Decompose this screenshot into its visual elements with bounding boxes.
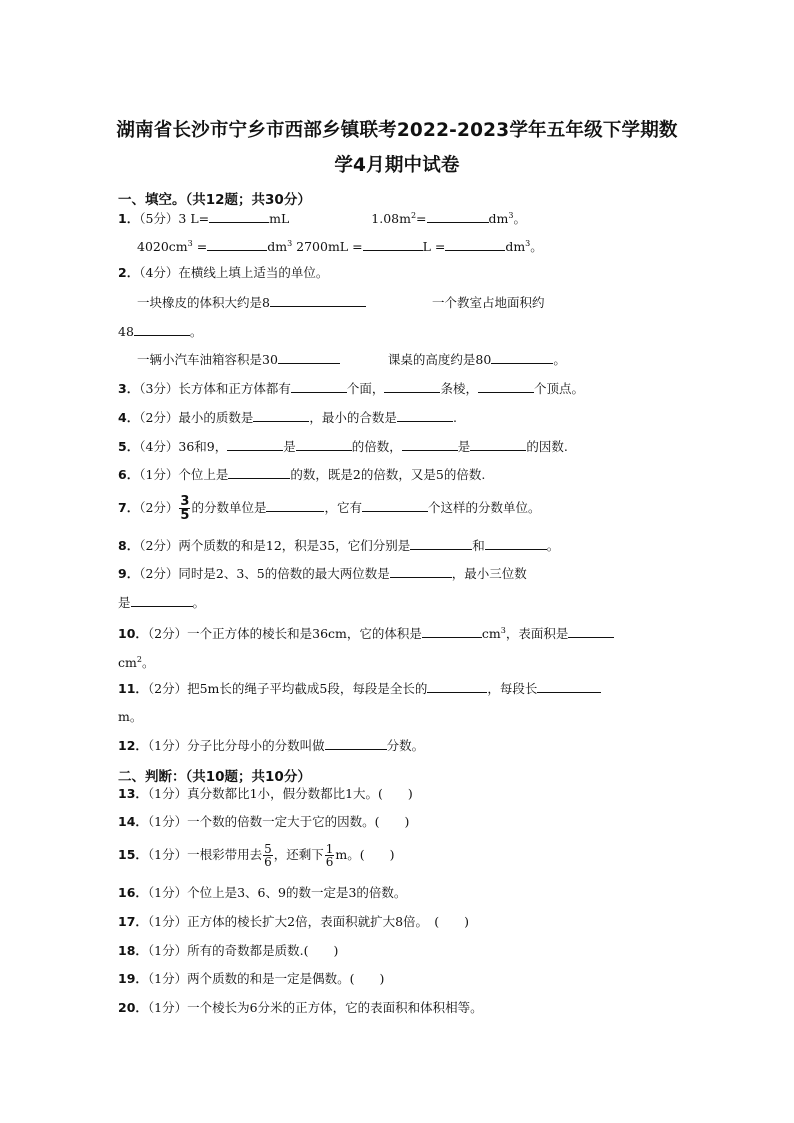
- text: dm: [488, 211, 509, 226]
- question-score: （2分）: [147, 626, 188, 641]
- text: 在横线上填上适当的单位。: [178, 265, 329, 280]
- text: 的数，既是2的倍数，又是5的倍数.: [290, 467, 486, 482]
- section-fill-blank: 一、填空。（共12题；共30分）: [118, 192, 311, 208]
- question-14: [118, 813, 409, 831]
- question-score: （1分）: [147, 943, 188, 958]
- question-10: [118, 622, 614, 643]
- text: 真分数都比1小，假分数都比1大。( ): [187, 786, 413, 801]
- question-number: 20．: [118, 1000, 148, 1015]
- numerator: 5: [264, 842, 272, 856]
- answer-blank[interactable]: [445, 237, 505, 251]
- answer-blank[interactable]: [390, 564, 452, 578]
- question-number: 19．: [118, 971, 148, 986]
- text: 是: [457, 439, 471, 454]
- answer-blank[interactable]: [209, 209, 269, 223]
- question-20: [118, 999, 483, 1017]
- question-score: （1分）: [147, 738, 188, 753]
- question-number: 6．: [118, 467, 140, 482]
- answer-blank[interactable]: [363, 237, 423, 251]
- text: 。: [192, 595, 206, 610]
- superscript: 3: [500, 626, 506, 635]
- answer-blank[interactable]: [131, 593, 193, 607]
- question-7: [118, 492, 541, 524]
- answer-blank[interactable]: [410, 536, 472, 550]
- title-line-1: 湖南省长沙市宁乡市西部乡镇联考2022-2023学年五年级下学期数: [116, 120, 678, 141]
- text: 。: [513, 211, 526, 226]
- text: ，最小的合数是: [309, 410, 397, 425]
- text: 是: [118, 595, 131, 610]
- question-9: [118, 564, 527, 583]
- question-17: [118, 913, 469, 931]
- numerator: 1: [325, 842, 334, 856]
- text: 一根彩带用去: [187, 847, 263, 862]
- text: 把5m长的绳子平均截成5段，每段是全长的: [187, 681, 428, 696]
- text: ，表面积是: [505, 626, 569, 641]
- question-number: 15．: [118, 847, 148, 862]
- question-score: （1分）: [147, 814, 188, 829]
- text: 的倍数，: [351, 439, 402, 454]
- question-score: （2分）: [139, 500, 179, 515]
- text: L =: [422, 239, 446, 254]
- text: 36和9，: [178, 439, 228, 454]
- question-2-row-4: [137, 350, 566, 369]
- question-score: （1分）: [139, 467, 179, 482]
- text: m。( ): [335, 847, 395, 862]
- text: 48: [118, 324, 134, 339]
- answer-blank[interactable]: [491, 350, 553, 364]
- text: 是: [283, 439, 296, 454]
- text: 同时是2、3、5的倍数的最大两位数是: [178, 566, 390, 581]
- text: dm: [505, 239, 526, 254]
- answer-blank[interactable]: [384, 379, 440, 393]
- text: 个顶点。: [533, 381, 584, 396]
- text: 3 L=: [178, 211, 210, 226]
- question-10-row-2: [118, 651, 154, 672]
- answer-blank[interactable]: [296, 437, 352, 451]
- question-18: [118, 942, 338, 960]
- answer-blank[interactable]: [422, 624, 482, 638]
- question-15: [118, 838, 395, 872]
- question-score: （1分）: [147, 847, 188, 862]
- answer-blank[interactable]: [568, 624, 614, 638]
- question-5: [118, 437, 568, 456]
- text: 个这样的分数单位。: [427, 500, 541, 515]
- question-score: （2分）: [139, 538, 179, 553]
- question-2-row-3: [118, 322, 202, 341]
- numerator: 3: [180, 494, 190, 509]
- fraction-5-6: [263, 843, 273, 868]
- text: ，每段长: [487, 681, 538, 696]
- text: 条棱，: [440, 381, 478, 396]
- text: 一个教室占地面积约: [431, 295, 545, 310]
- question-19: [118, 970, 384, 988]
- text: 。: [553, 352, 566, 367]
- text: ，最小三位数: [451, 566, 527, 581]
- question-score: （1分）: [147, 885, 188, 900]
- question-13: [118, 785, 413, 803]
- superscript: 2: [136, 655, 142, 664]
- text: 个位上是3、6、9的数一定是3的倍数。: [187, 885, 407, 900]
- answer-blank[interactable]: [253, 408, 309, 422]
- question-score: （2分）: [139, 410, 179, 425]
- question-number: 4．: [118, 410, 140, 425]
- text: 两个质数的和是一定是偶数。( ): [187, 971, 385, 986]
- fraction-1-6: [325, 843, 335, 868]
- text: 课桌的高度约是80: [387, 352, 492, 367]
- text: 和: [472, 538, 485, 553]
- answer-blank[interactable]: [485, 536, 547, 550]
- answer-blank[interactable]: [278, 350, 340, 364]
- question-number: 11．: [118, 681, 148, 696]
- answer-blank[interactable]: [227, 437, 283, 451]
- question-score: （1分）: [147, 786, 188, 801]
- superscript: 2: [410, 211, 417, 220]
- question-2-row-2: [137, 293, 544, 312]
- question-6: [118, 465, 485, 484]
- text: 的因数.: [526, 439, 568, 454]
- question-8: [118, 536, 559, 555]
- question-score: （1分）: [147, 971, 188, 986]
- question-number: 9．: [118, 566, 140, 581]
- answer-blank[interactable]: [266, 498, 324, 512]
- text: cm: [118, 655, 137, 670]
- question-score: （1分）: [147, 914, 188, 929]
- question-9-row-2: [118, 593, 205, 612]
- question-number: 7．: [118, 500, 140, 515]
- answer-blank[interactable]: [427, 679, 487, 693]
- text: 的分数单位是: [191, 500, 267, 515]
- text: 一个数的倍数一定大于它的因数。( ): [187, 814, 410, 829]
- question-12: [118, 736, 424, 755]
- text: m。: [118, 709, 143, 724]
- text: 1.08m: [371, 211, 411, 226]
- question-number: 12．: [118, 738, 148, 753]
- text: 。: [530, 239, 543, 254]
- question-11-row-2: [118, 708, 142, 726]
- question-number: 1．: [118, 211, 140, 226]
- text: 正方体的棱长扩大2倍，表面积就扩大8倍。 ( ): [187, 914, 470, 929]
- text: 分子比分母小的分数叫做: [187, 738, 325, 753]
- text: 一块橡皮的体积大约是8: [137, 295, 270, 310]
- question-score: （2分）: [147, 681, 188, 696]
- title-line-2: 学4月期中试卷: [334, 155, 460, 176]
- text: ，还剩下: [273, 847, 324, 862]
- text: cm: [481, 626, 501, 641]
- question-2: [118, 264, 328, 282]
- answer-blank[interactable]: [478, 379, 534, 393]
- denominator: 6: [264, 855, 272, 869]
- text: =: [192, 239, 208, 254]
- text: 个面，: [346, 381, 385, 396]
- answer-blank[interactable]: [470, 437, 526, 451]
- question-score: （5分）: [139, 211, 179, 226]
- question-number: 16．: [118, 885, 148, 900]
- question-score: （3分）: [139, 381, 179, 396]
- answer-blank[interactable]: [537, 679, 601, 693]
- answer-blank[interactable]: [134, 322, 190, 336]
- superscript: 3: [508, 211, 514, 220]
- question-number: 10．: [118, 626, 148, 641]
- text: 最小的质数是: [178, 410, 254, 425]
- question-number: 3．: [118, 381, 140, 396]
- question-number: 5．: [118, 439, 140, 454]
- section-true-false: 二、判断：（共10题；共10分）: [118, 769, 311, 785]
- question-1-row-2: [137, 235, 543, 256]
- question-11: [118, 679, 601, 698]
- question-number: 13．: [118, 786, 148, 801]
- answer-blank[interactable]: [362, 498, 428, 512]
- text: 2700mL =: [292, 239, 363, 254]
- question-4: [118, 408, 457, 427]
- question-3: [118, 379, 584, 398]
- question-number: 14．: [118, 814, 148, 829]
- text: 个位上是: [178, 467, 229, 482]
- text: =: [416, 211, 427, 226]
- answer-blank[interactable]: [207, 237, 267, 251]
- text: ，它有: [324, 500, 362, 515]
- text: 长方体和正方体都有: [178, 381, 291, 396]
- question-number: 17．: [118, 914, 148, 929]
- text: 所有的奇数都是质数.( ): [187, 943, 339, 958]
- text: 一辆小汽车油箱容积是30: [137, 352, 278, 367]
- text: 一个正方体的棱长和是36cm，它的体积是: [187, 626, 422, 641]
- question-score: （1分）: [147, 1000, 188, 1015]
- text: .: [452, 410, 457, 425]
- answer-blank[interactable]: [397, 408, 453, 422]
- text: 一个棱长为6分米的正方体，它的表面积和体积相等。: [187, 1000, 483, 1015]
- text: 。: [189, 324, 203, 339]
- question-number: 18．: [118, 943, 148, 958]
- superscript: 3: [287, 239, 293, 248]
- text: 分数。: [386, 738, 425, 753]
- denominator: 6: [325, 855, 334, 869]
- question-16: [118, 884, 406, 902]
- answer-blank[interactable]: [291, 379, 347, 393]
- text: 。: [546, 538, 560, 553]
- answer-blank[interactable]: [228, 465, 290, 479]
- text: 4020cm: [137, 239, 188, 254]
- question-score: （4分）: [139, 439, 179, 454]
- fraction-3-5: [179, 495, 190, 522]
- answer-blank[interactable]: [270, 293, 366, 307]
- superscript: 3: [187, 239, 193, 248]
- question-1: [118, 207, 526, 228]
- question-number: 2．: [118, 265, 140, 280]
- question-score: （2分）: [139, 566, 179, 581]
- answer-blank[interactable]: [402, 437, 458, 451]
- question-score: （4分）: [139, 265, 179, 280]
- text: mL: [269, 211, 290, 226]
- answer-blank[interactable]: [427, 209, 489, 223]
- text: 。: [141, 655, 155, 670]
- superscript: 3: [525, 239, 531, 248]
- text: 两个质数的和是12，积是35，它们分别是: [178, 538, 411, 553]
- question-number: 8．: [118, 538, 140, 553]
- text: dm: [267, 239, 288, 254]
- denominator: 5: [180, 508, 190, 523]
- answer-blank[interactable]: [325, 736, 387, 750]
